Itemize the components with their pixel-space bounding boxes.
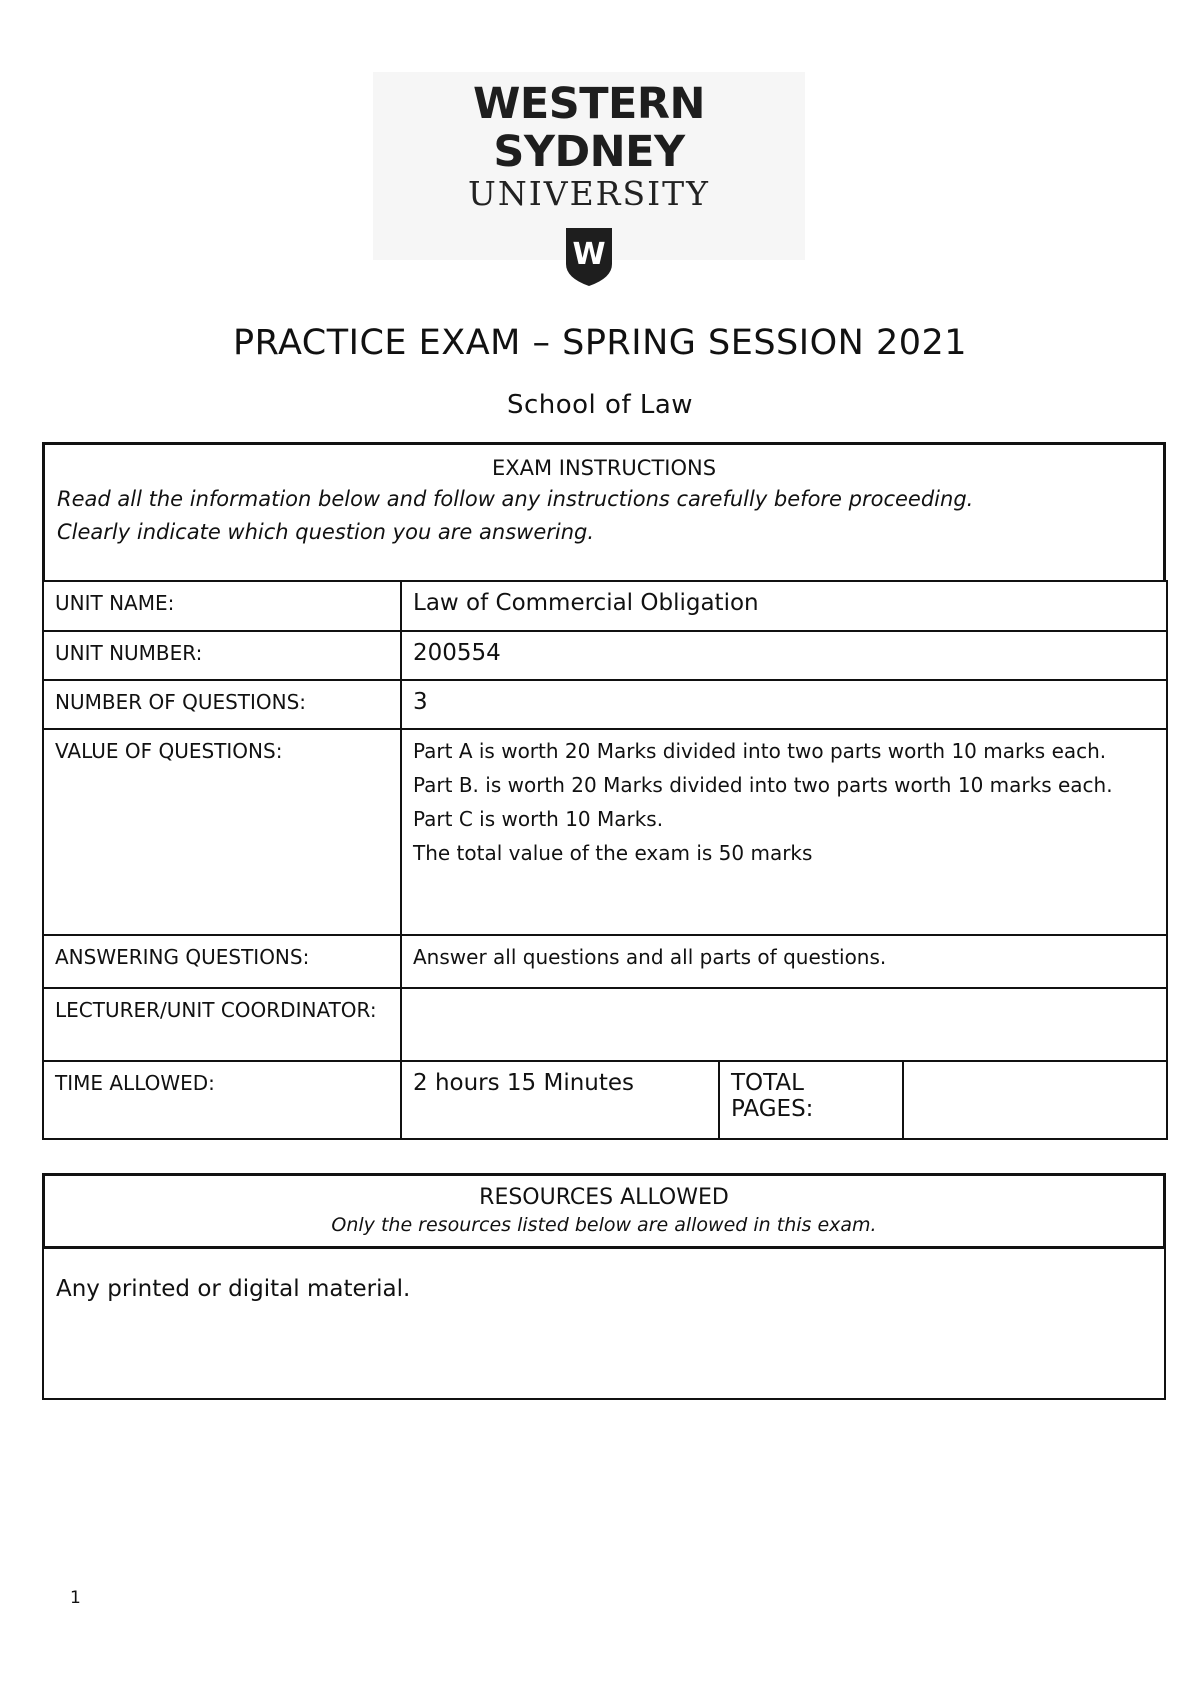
instructions-line-1: Read all the information below and follow any instructions carefully before proceeding. — [57, 487, 974, 511]
lecturer-label: LECTURER/UNIT COORDINATOR: — [43, 988, 401, 1061]
shield-icon — [564, 226, 614, 288]
number-of-questions-value: 3 — [401, 680, 1167, 729]
value-line-part-c: Part C is worth 10 Marks. — [413, 807, 664, 831]
logo-text-line1: WESTERN SYDNEY — [472, 79, 706, 177]
answering-questions-label: ANSWERING QUESTIONS: — [43, 935, 401, 988]
time-allowed-row — [43, 1061, 1167, 1139]
unit-name-label: UNIT NAME: — [43, 581, 401, 631]
time-allowed-value: 2 hours 15 Minutes — [401, 1061, 719, 1139]
unit-name-value: Law of Commercial Obligation — [401, 581, 1167, 631]
resources-allowed-body: Any printed or digital material. — [42, 1248, 1166, 1400]
unit-name-row — [43, 581, 1167, 631]
page-number: 1 — [70, 1588, 81, 1608]
lecturer-value — [401, 988, 1167, 1061]
resources-subheading: Only the resources listed below are allowed in this exam. — [331, 1214, 877, 1236]
value-of-questions-value — [401, 729, 1167, 935]
value-of-questions-row — [43, 729, 1167, 935]
instructions-line-2: Clearly indicate which question you are answering. — [57, 520, 595, 544]
unit-number-label: UNIT NUMBER: — [43, 631, 401, 680]
exam-info-table — [42, 580, 1168, 1140]
lecturer-row — [43, 988, 1167, 1061]
school-name: School of Law — [506, 390, 694, 420]
number-of-questions-row — [43, 680, 1167, 729]
total-pages-label: TOTAL PAGES: — [719, 1061, 903, 1139]
exam-title: PRACTICE EXAM – SPRING SESSION 2021 — [232, 323, 968, 363]
exam-instructions-box — [42, 442, 1166, 581]
unit-number-row — [43, 631, 1167, 680]
value-line-total: The total value of the exam is 50 marks — [413, 841, 813, 865]
unit-number-value: 200554 — [401, 631, 1167, 680]
time-allowed-label: TIME ALLOWED: — [43, 1061, 401, 1139]
shield-letter: W — [572, 237, 606, 272]
value-line-part-a: Part A is worth 20 Marks divided into two parts worth 10 marks each. — [413, 739, 1107, 763]
number-of-questions-label: NUMBER OF QUESTIONS: — [43, 680, 401, 729]
university-logo — [373, 72, 805, 272]
instructions-heading: EXAM INSTRUCTIONS — [491, 456, 717, 480]
total-pages-value — [903, 1061, 1167, 1139]
logo-text-line2: UNIVERSITY — [468, 174, 710, 213]
value-of-questions-label: VALUE OF QUESTIONS: — [43, 729, 401, 935]
resources-allowed-header — [42, 1173, 1166, 1249]
value-line-part-b: Part B. is worth 20 Marks divided into two parts worth 10 marks each. — [413, 773, 1113, 797]
resources-heading: RESOURCES ALLOWED — [479, 1185, 729, 1210]
answering-questions-row — [43, 935, 1167, 988]
answering-questions-value: Answer all questions and all parts of questions. — [401, 935, 1167, 988]
